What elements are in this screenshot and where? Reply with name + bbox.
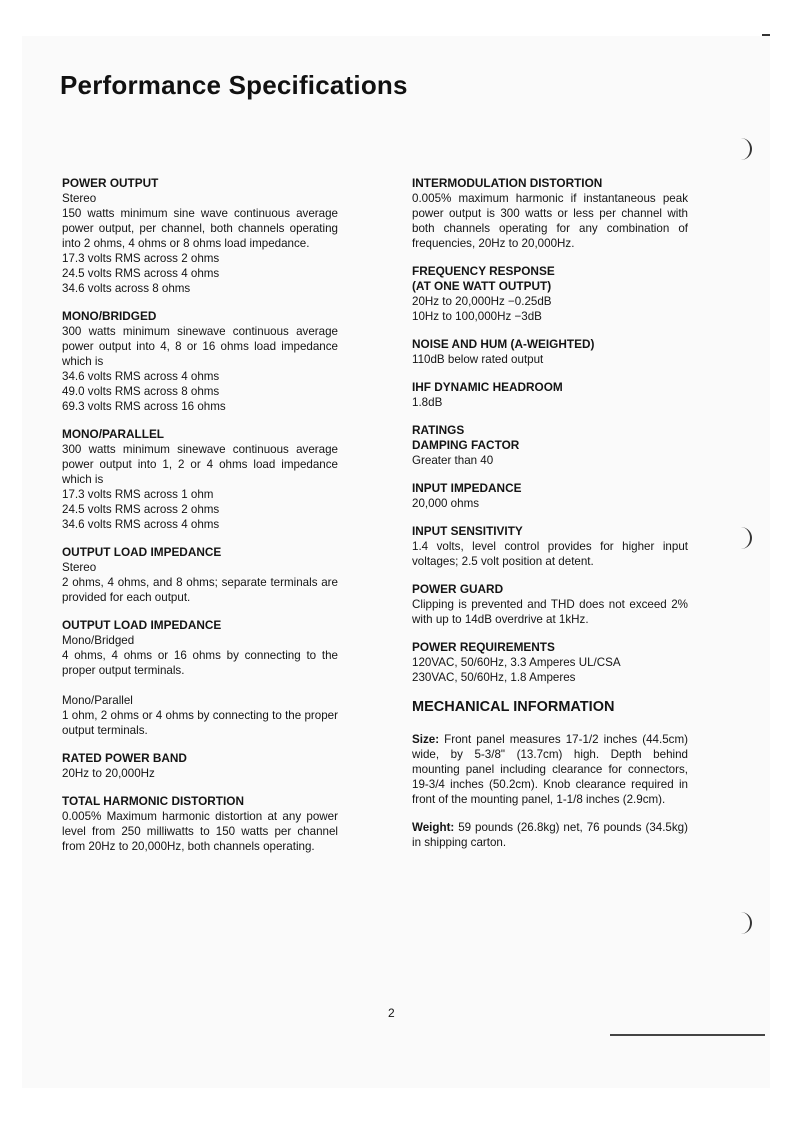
section-subheading: (AT ONE WATT OUTPUT): [412, 279, 552, 293]
power-requirements-section: [412, 640, 688, 685]
paragraph: 0.005% Maximum harmonic distortion at any power level from 250 milliwatts to 150 watts per channel from 20Hz to 20,000Hz, both channels operating.: [62, 810, 338, 853]
section-heading: POWER REQUIREMENTS: [412, 640, 555, 654]
spec-line: 24.5 volts RMS across 2 ohms: [62, 503, 220, 516]
output-load-stereo-section: [62, 545, 338, 605]
sub-label: Stereo: [62, 192, 97, 205]
section-heading: RATINGS: [412, 423, 465, 437]
spec-line: 20Hz to 20,000Hz −0.25dB: [412, 295, 552, 308]
spec-line: 120VAC, 50/60Hz, 3.3 Amperes UL/CSA: [412, 656, 621, 669]
spec-line: 34.6 volts across 8 ohms: [62, 282, 191, 295]
weight-text: 59 pounds (26.8kg) net, 76 pounds (34.5kg) in shipping carton.: [412, 821, 688, 849]
thd-section: [62, 794, 338, 854]
paragraph: 4 ohms, 4 ohms or 16 ohms by connecting to the proper output terminals.: [62, 649, 338, 677]
weight-section: [412, 820, 688, 850]
weight-label: Weight:: [412, 821, 455, 834]
spec-line: 24.5 volts RMS across 4 ohms: [62, 267, 220, 280]
section-heading: FREQUENCY RESPONSE: [412, 264, 555, 278]
sub-label: Mono/Bridged: [62, 634, 135, 647]
section-subheading: DAMPING FACTOR: [412, 438, 520, 452]
output-load-mono-section: [62, 618, 338, 738]
binder-hole-mark: [740, 527, 748, 549]
paragraph: 0.005% maximum harmonic if instantaneous peak power output is 300 watts or less per channel with both channels operating for any combination of frequencies, 20Hz to 20,000Hz.: [412, 192, 688, 250]
section-heading: IHF DYNAMIC HEADROOM: [412, 380, 563, 394]
ratings-section: [412, 423, 688, 468]
section-heading: INTERMODULATION DISTORTION: [412, 176, 603, 190]
spec-line: 10Hz to 100,000Hz −3dB: [412, 310, 542, 323]
rated-power-band-section: [62, 751, 338, 781]
paragraph: 300 watts minimum sinewave continuous average power output into 1, 2 or 4 ohms load impedance which is: [62, 443, 338, 486]
section-heading: OUTPUT LOAD IMPEDANCE: [62, 618, 222, 632]
spec-line: 17.3 volts RMS across 2 ohms: [62, 252, 220, 265]
left-column: [62, 176, 338, 867]
spec-line: 34.6 volts RMS across 4 ohms: [62, 370, 220, 383]
right-column: [412, 176, 688, 863]
section-heading: RATED POWER BAND: [62, 751, 187, 765]
size-text: Front panel measures 17-1/2 inches (44.5cm) wide, by 5-3/8" (13.7cm) high. Depth behind mounting panel including clearance for connectors, 19-3/4 inches (50.2cm). Knob clearance required in front of the mounting panel, 1-1/8 inches (2.9cm).: [412, 733, 688, 806]
noise-hum-section: [412, 337, 688, 367]
binder-hole-mark: [740, 138, 748, 160]
power-guard-section: [412, 582, 688, 627]
spec-line: 230VAC, 50/60Hz, 1.8 Amperes: [412, 671, 576, 684]
spec-line: 69.3 volts RMS across 16 ohms: [62, 400, 226, 413]
section-heading: POWER GUARD: [412, 582, 504, 596]
frequency-response-section: [412, 264, 688, 324]
mechanical-heading: MECHANICAL INFORMATION: [412, 699, 615, 715]
paragraph: 1.4 volts, level control provides for higher input voltages; 2.5 volt position at detent.: [412, 540, 688, 568]
input-impedance-section: [412, 481, 688, 511]
ihf-headroom-section: [412, 380, 688, 410]
section-heading: INPUT IMPEDANCE: [412, 481, 522, 495]
spec-line: 1.8dB: [412, 396, 443, 409]
section-heading: MONO/BRIDGED: [62, 309, 157, 323]
spec-line: 34.6 volts RMS across 4 ohms: [62, 518, 220, 531]
input-sensitivity-section: [412, 524, 688, 569]
mono-bridged-section: [62, 309, 338, 414]
spec-line: 17.3 volts RMS across 1 ohm: [62, 488, 214, 501]
page-number: 2: [388, 1006, 395, 1020]
sub-label: Stereo: [62, 561, 97, 574]
paragraph: 300 watts minimum sinewave continuous average power output into 4, 8 or 16 ohms load impedance which is: [62, 325, 338, 368]
size-section: [412, 732, 688, 807]
section-heading: POWER OUTPUT: [62, 176, 159, 190]
binder-hole-mark: [740, 912, 748, 934]
page-title: Performance Specifications: [60, 70, 408, 100]
spec-line: Greater than 40: [412, 454, 494, 467]
spec-line: 49.0 volts RMS across 8 ohms: [62, 385, 220, 398]
size-label: Size:: [412, 733, 440, 746]
paragraph: [412, 820, 688, 850]
section-heading: TOTAL HARMONIC DISTORTION: [62, 794, 244, 808]
paragraph: 150 watts minimum sine wave continuous average power output, per channel, both channels operating into 2 ohms, 4 ohms or 8 ohms load impedance.: [62, 207, 338, 250]
section-heading: OUTPUT LOAD IMPEDANCE: [62, 545, 222, 559]
section-heading: INPUT SENSITIVITY: [412, 524, 523, 538]
power-output-section: [62, 176, 338, 296]
paragraph: 2 ohms, 4 ohms, and 8 ohms; separate terminals are provided for each output.: [62, 576, 338, 604]
paragraph: [412, 732, 688, 807]
spec-line: 20Hz to 20,000Hz: [62, 767, 155, 780]
section-heading: NOISE AND HUM (A-WEIGHTED): [412, 337, 595, 351]
imd-section: [412, 176, 688, 251]
sub-label: Mono/Parallel: [62, 694, 133, 707]
paragraph: Clipping is prevented and THD does not exceed 2% with up to 14dB overdrive at 1kHz.: [412, 598, 688, 626]
bottom-rule: [610, 1034, 765, 1036]
spec-line: 110dB below rated output: [412, 353, 544, 366]
mono-parallel-section: [62, 427, 338, 532]
paragraph: 1 ohm, 2 ohms or 4 ohms by connecting to the proper output terminals.: [62, 709, 338, 737]
spec-line: 20,000 ohms: [412, 497, 480, 510]
section-heading: MONO/PARALLEL: [62, 427, 165, 441]
corner-mark: [762, 34, 770, 36]
